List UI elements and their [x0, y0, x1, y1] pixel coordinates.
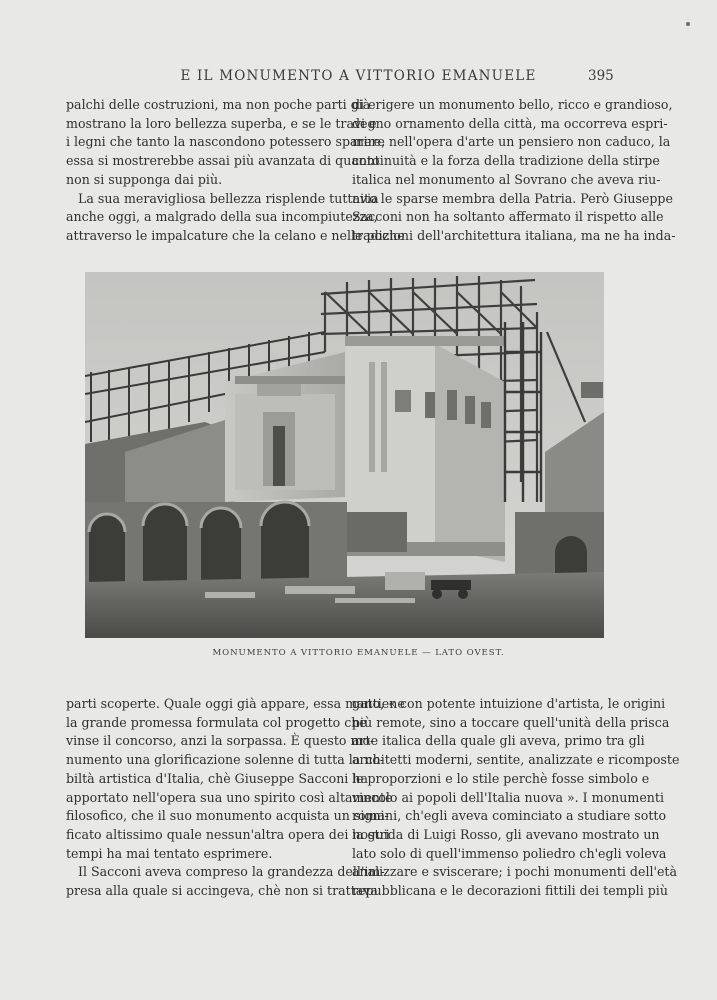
text-column-top-left	[66, 96, 405, 246]
text-line: parti scoperte. Quale oggi già appare, essa mantiene	[66, 696, 405, 711]
text-column-bottom-left	[66, 695, 405, 901]
text-line: presa alla quale si accingeva, chè non si trattava	[66, 883, 378, 899]
text-line: ficato altissimo quale nessun'altra opera dei nostri	[66, 826, 390, 842]
text-line: nito le sparse membra della Patria. Però Giuseppe	[352, 190, 673, 206]
page-number: 395	[588, 68, 614, 84]
figure-caption: MONUMENTO A VITTORIO EMANUELE — LATO OVEST.	[212, 648, 505, 658]
text-column-bottom-right	[352, 695, 680, 901]
text-line: mere nell'opera d'arte un pensiero non caduco, la	[352, 134, 671, 150]
text-line: continuità e la forza della tradizione della stirpe	[352, 153, 660, 169]
text-column-top-right	[352, 96, 676, 246]
text-line: romani, ch'egli aveva cominciato a studiare sotto	[352, 808, 667, 824]
text-line: di erigere un monumento bello, ricco e grandioso,	[352, 97, 673, 112]
text-line: lato solo di quell'immenso poliedro ch'egli voleva	[352, 845, 667, 861]
text-line: italica nel monumento al Sovrano che aveva riu-	[352, 171, 661, 187]
text-line: non si supponga dai più.	[66, 171, 223, 187]
text-line: apportato nell'opera sua uno spirito così altamente	[66, 789, 393, 805]
text-line: analizzare e sviscerare; i pochi monumenti dell'età	[352, 864, 677, 880]
text-line: La sua meravigliosa bellezza risplende tuttavia	[78, 190, 379, 206]
text-line: degno ornamento della città, ma occorreva espri-	[352, 115, 668, 131]
text-line: biltà artistica d'Italia, chè Giuseppe Sacconi ha	[66, 770, 368, 786]
text-line: la guida di Luigi Rosso, gli avevano mostrato un	[352, 826, 660, 842]
text-line: Sacconi non ha soltanto affermato il rispetto alle	[352, 209, 664, 225]
text-line: attraverso le impalcature che la celano e nelle poche	[66, 227, 405, 243]
text-line: vinse il concorso, anzi la sorpassa. È questo mo-	[66, 733, 375, 749]
text-line: arte italica della quale gli aveva, primo tra gli	[352, 733, 645, 749]
text-line: palchi delle costruzioni, ma non poche parti già	[66, 97, 371, 112]
running-title: E IL MONUMENTO A VITTORIO EMANUELE	[180, 68, 537, 84]
text-line: la grande promessa formulata col progetto che	[66, 714, 367, 730]
text-line: anche oggi, a malgrado della sua incompiutezza,	[66, 209, 378, 225]
text-line: tradizioni dell'architettura italiana, ma ne ha inda-	[352, 227, 676, 243]
text-line: gato, « con potente intuizione d'artista, le origini	[352, 696, 666, 711]
text-line: i legni che tanto la nascondono potessero sparire,	[66, 134, 386, 150]
text-line: più remote, sino a toccare quell'unità della prisca	[352, 714, 670, 730]
text-line: architetti moderni, sentite, analizzate e ricomposte	[352, 752, 680, 768]
monument-photo-illustration	[85, 272, 604, 638]
text-line: le proporzioni e lo stile perchè fosse simbolo e	[352, 770, 650, 786]
monument-photograph	[85, 272, 604, 638]
paper-speck	[686, 22, 690, 26]
text-line: mostrano la loro bellezza superba, e se le travi e	[66, 115, 377, 131]
text-line: tempi ha mai tentato esprimere.	[66, 845, 273, 861]
text-line: numento una glorificazione solenne di tutta la no-	[66, 752, 385, 768]
text-line: Il Sacconi aveva compreso la grandezza dell'im-	[78, 864, 385, 880]
text-line: filosofico, che il suo monumento acquista un signi-	[66, 808, 389, 824]
text-line: essa si mostrerebbe assai più avanzata di quanto	[66, 153, 380, 169]
text-line: vincolo ai popoli dell'Italia nuova ». I monumenti	[352, 789, 664, 805]
text-line: repubblicana e le decorazioni fittili dei templi più	[352, 883, 668, 899]
